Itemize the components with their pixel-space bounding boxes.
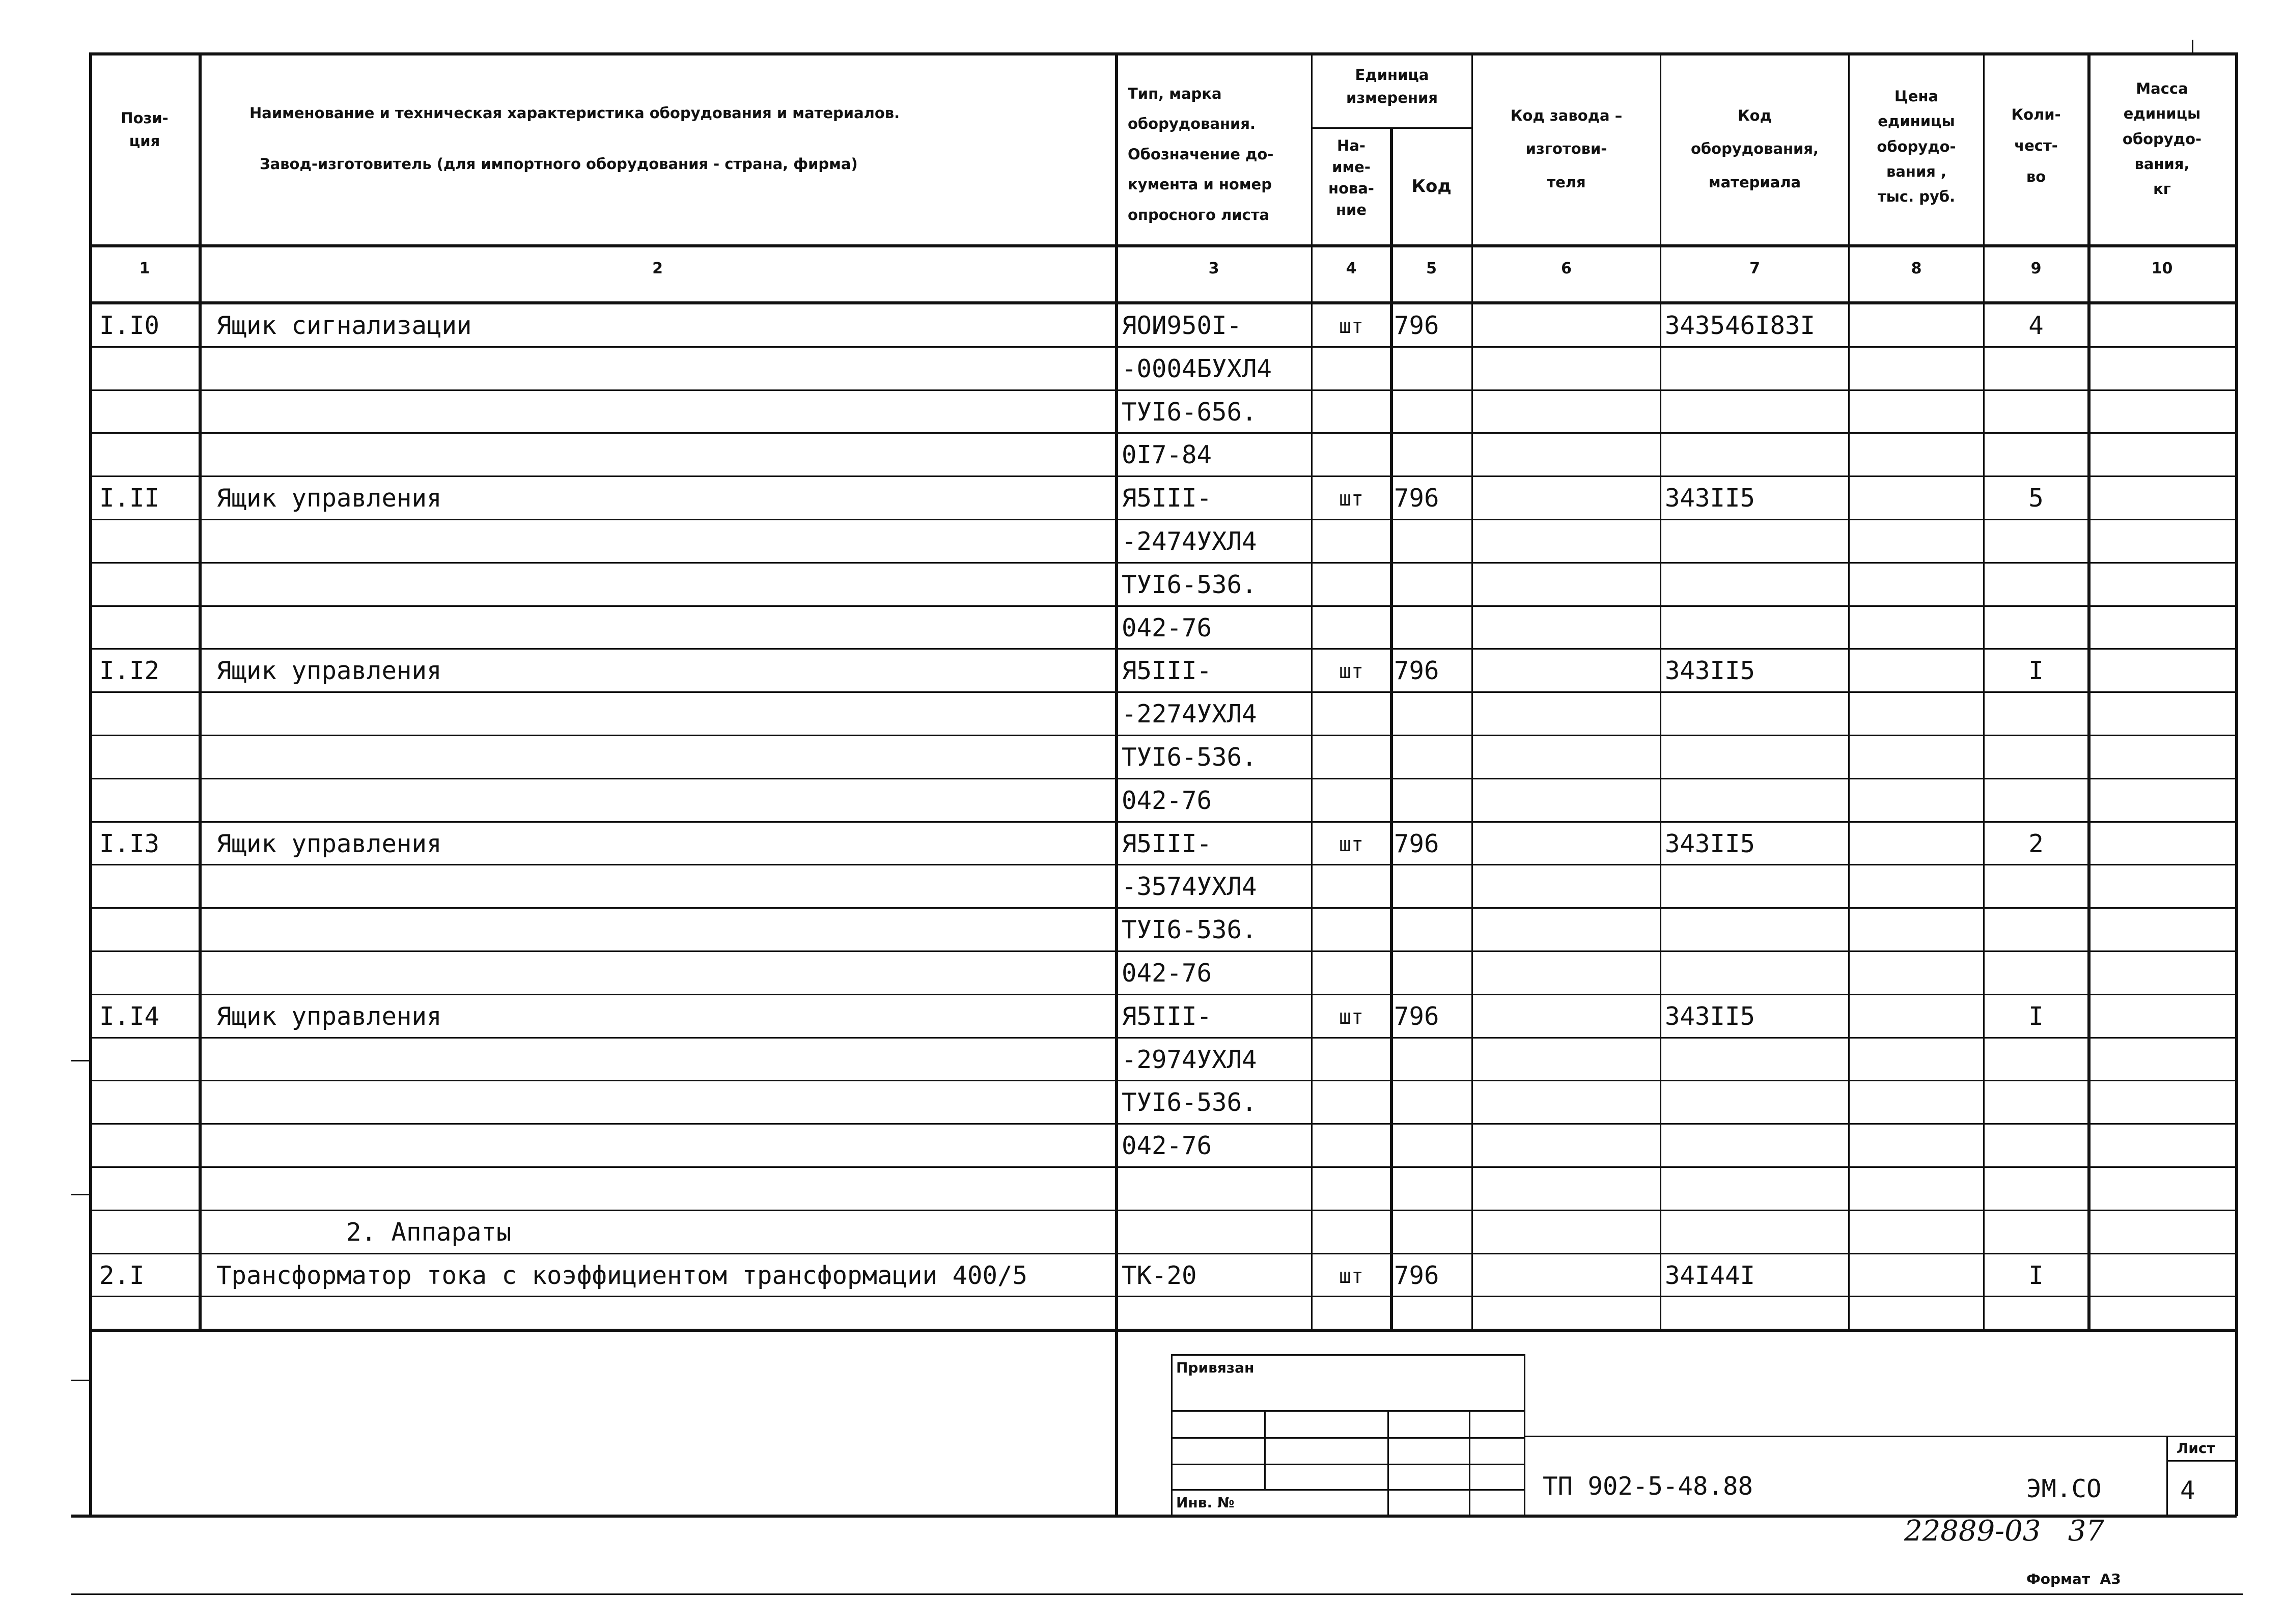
stamp-linked-label: Привязан: [1176, 1359, 1255, 1376]
stamp-right: [1524, 1354, 1525, 1516]
colnum-5: 5: [1426, 260, 1437, 277]
header-quantity: Коли- чест- во: [2011, 106, 2061, 185]
page-edge-line: [71, 1593, 2243, 1595]
colnum-bottom-line: [89, 301, 2237, 304]
header-unit-code: Код: [1411, 176, 1452, 197]
header-bottom-line: [89, 244, 2237, 247]
row-divider: [89, 1080, 2237, 1081]
equipment-code-cell: 343II5: [1665, 1002, 1755, 1031]
row-divider: [89, 1166, 2237, 1168]
row-divider: [89, 864, 2237, 865]
header-name-line2: Завод-изготовитель (для импортного оборудования - страна, фирма): [260, 155, 858, 173]
row-divider: [89, 778, 2237, 779]
row-divider: [89, 562, 2237, 564]
format-label: Формат А3: [2026, 1571, 2121, 1587]
stamp-col-1: [1264, 1410, 1266, 1489]
quantity-cell: 5: [2028, 484, 2044, 513]
row-divider: [89, 346, 2237, 348]
corner-mark: [2192, 40, 2193, 54]
type-cell: -2974УХЛ4: [1122, 1045, 1257, 1074]
colnum-8: 8: [1911, 260, 1922, 277]
row-divider: [89, 1123, 2237, 1125]
code-cell: 796: [1394, 1261, 1439, 1290]
name-cell: Ящик управления: [216, 1002, 442, 1031]
sheet-box-left: [2166, 1436, 2168, 1516]
position-cell: 2.I: [99, 1261, 145, 1290]
header-mass: Масса единицы оборудо- вания, кг: [2122, 80, 2202, 198]
type-cell: Я5III-: [1122, 656, 1212, 685]
type-cell: ТУI6-536.: [1122, 570, 1257, 599]
binding-tick-1: [71, 1060, 91, 1061]
colnum-1: 1: [139, 260, 150, 277]
stamp-row-1: [1171, 1410, 1525, 1412]
name-cell: Трансформатор тока с коэффициентом трансформации 400/5: [216, 1261, 1028, 1290]
col-line-4: [1390, 127, 1393, 1330]
code-cell: 796: [1394, 484, 1439, 513]
equipment-code-cell: 343II5: [1665, 484, 1755, 513]
row-divider: [89, 821, 2237, 823]
row-divider: [89, 1296, 2237, 1297]
name-cell: Ящик управления: [216, 656, 442, 685]
sheet-number: 4: [2180, 1476, 2195, 1505]
quantity-cell: I: [2028, 1002, 2044, 1031]
type-cell: ТК-20: [1122, 1261, 1197, 1290]
name-cell: Ящик сигнализации: [216, 311, 472, 340]
colnum-7: 7: [1749, 260, 1760, 277]
main-stamp-top: [1524, 1436, 2237, 1437]
colnum-9: 9: [2030, 260, 2042, 277]
stamp-left: [1171, 1354, 1173, 1516]
row-divider: [89, 735, 2237, 736]
binding-tick-3: [71, 1380, 91, 1381]
type-cell: ЯОИ950I-: [1122, 311, 1242, 340]
type-cell: ТУI6-536.: [1122, 1088, 1257, 1117]
archive-number: 22889-03 37: [1904, 1515, 2104, 1548]
type-cell: Я5III-: [1122, 484, 1212, 513]
type-cell: ТУI6-536.: [1122, 743, 1257, 772]
stamp-row-2: [1171, 1437, 1525, 1439]
stamp-row-4: [1171, 1489, 1525, 1491]
unit-cell: шт: [1339, 1265, 1364, 1288]
table-bottom-line: [89, 1329, 2237, 1332]
type-cell: -2474УХЛ4: [1122, 527, 1257, 556]
type-cell: 0I7-84: [1122, 440, 1212, 469]
stamp-row-3: [1171, 1464, 1525, 1465]
equipment-code-cell: 343II5: [1665, 829, 1755, 858]
name-cell: Ящик управления: [216, 484, 442, 513]
type-cell: ТУI6-536.: [1122, 915, 1257, 944]
header-name-line1: Наименование и техническая характеристика оборудования и материалов.: [249, 104, 900, 122]
header-equipment-code: Код оборудования, материала: [1690, 107, 1819, 191]
row-divider: [89, 648, 2237, 650]
position-cell: I.I2: [99, 656, 160, 685]
equipment-code-cell: 343II5: [1665, 656, 1755, 685]
name-cell: 2. Аппараты: [346, 1218, 512, 1247]
colnum-4: 4: [1346, 260, 1357, 277]
code-cell: 796: [1394, 829, 1439, 858]
sheet-label: Лист: [2177, 1440, 2215, 1457]
row-divider: [89, 389, 2237, 391]
position-cell: I.II: [99, 484, 160, 513]
quantity-cell: I: [2028, 656, 2044, 685]
row-divider: [89, 605, 2237, 607]
quantity-cell: I: [2028, 1261, 2044, 1290]
equipment-code-cell: 343546I83I: [1665, 311, 1816, 340]
equipment-code-cell: 34I44I: [1665, 1261, 1755, 1290]
stamp-top: [1171, 1354, 1525, 1356]
row-divider: [89, 1210, 2237, 1211]
quantity-cell: 4: [2028, 311, 2044, 340]
type-cell: ТУI6-656.: [1122, 398, 1257, 427]
type-cell: 042-76: [1122, 1131, 1212, 1160]
colnum-3: 3: [1208, 260, 1219, 277]
row-divider: [89, 1253, 2237, 1254]
row-divider: [89, 691, 2237, 693]
quantity-cell: 2: [2028, 829, 2044, 858]
frame-top: [89, 52, 2237, 55]
unit-cell: шт: [1339, 315, 1364, 338]
code-cell: 796: [1394, 656, 1439, 685]
header-position: Пози- ция: [121, 109, 169, 150]
position-cell: I.I3: [99, 829, 160, 858]
header-factory-code: Код завода – изготови- теля: [1510, 107, 1623, 191]
type-cell: -3574УХЛ4: [1122, 872, 1257, 901]
row-divider: [89, 1037, 2237, 1039]
type-cell: Я5III-: [1122, 1002, 1212, 1031]
unit-cell: шт: [1339, 660, 1364, 683]
stamp-col-2: [1387, 1410, 1389, 1516]
type-cell: Я5III-: [1122, 829, 1212, 858]
type-cell: 042-76: [1122, 959, 1212, 988]
row-divider: [89, 994, 2237, 995]
unit-cell: шт: [1339, 833, 1364, 856]
row-divider: [89, 950, 2237, 952]
doc-mark: ЭМ.СО: [2026, 1474, 2102, 1503]
binding-tick-2: [71, 1194, 91, 1195]
position-cell: I.I4: [99, 1002, 160, 1031]
colnum-6: 6: [1561, 260, 1572, 277]
row-divider: [89, 475, 2237, 477]
code-cell: 796: [1394, 311, 1439, 340]
header-unit: Единица измерения: [1346, 66, 1438, 106]
type-cell: -2274УХЛ4: [1122, 699, 1257, 729]
row-divider: [89, 907, 2237, 909]
colnum-2: 2: [652, 260, 663, 277]
name-cell: Ящик управления: [216, 829, 442, 858]
row-divider: [89, 519, 2237, 520]
unit-cell: шт: [1339, 487, 1364, 511]
sheet-box-mid: [2166, 1460, 2237, 1462]
type-cell: 042-76: [1122, 786, 1212, 815]
type-cell: 042-76: [1122, 613, 1212, 642]
stamp-inv-label: Инв. №: [1176, 1494, 1235, 1511]
stamp-col-3: [1469, 1410, 1470, 1516]
header-type: Тип, марка оборудования. Обозначение до- кумента и номер опросного листа: [1128, 85, 1274, 223]
unit-cell: шт: [1339, 1005, 1364, 1029]
type-cell: -0004БУХЛ4: [1122, 354, 1272, 383]
code-cell: 796: [1394, 1002, 1439, 1031]
row-divider: [89, 432, 2237, 434]
position-cell: I.I0: [99, 311, 160, 340]
doc-code: ТП 902-5-48.88: [1543, 1472, 1753, 1501]
colnum-10: 10: [2151, 260, 2173, 277]
header-price: Цена единицы оборудо- вания , тыс. руб.: [1877, 88, 1956, 206]
header-unit-name: На- име- нова- ние: [1328, 137, 1374, 219]
